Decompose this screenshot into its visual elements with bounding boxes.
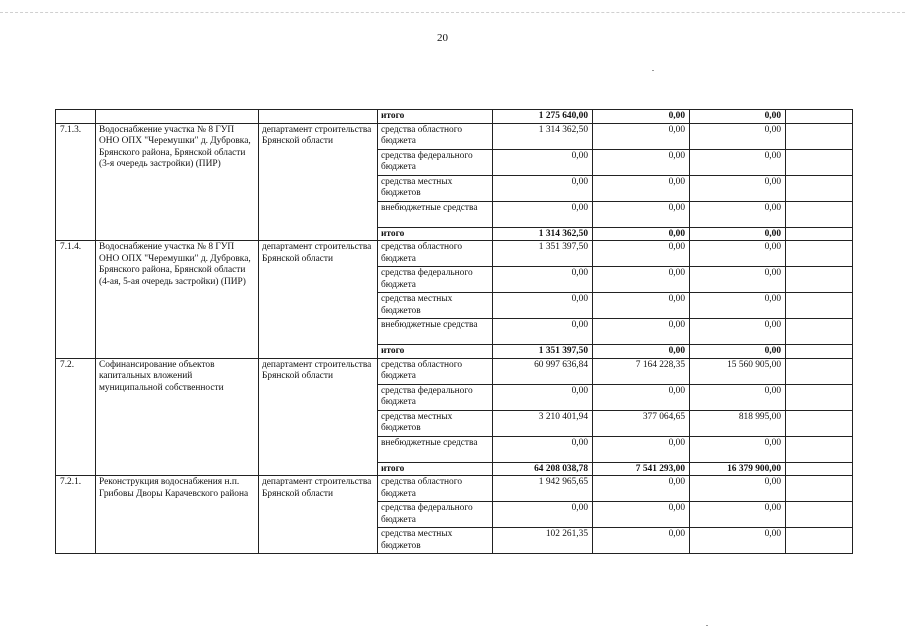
value-cell: 0,00	[690, 384, 786, 410]
source-cell: средства местных бюджетов	[378, 293, 493, 319]
value-cell: 0,00	[593, 436, 690, 462]
source-cell: средства областного бюджета	[378, 241, 493, 267]
value-cell: 1 942 965,65	[493, 476, 593, 502]
executor-cell: департамент строительства Брянской области	[259, 476, 378, 554]
source-cell: внебюджетные средства	[378, 319, 493, 345]
value-cell: 0,00	[690, 175, 786, 201]
table-row	[56, 476, 853, 502]
value-cell: 0,00	[690, 123, 786, 149]
value-cell: 0,00	[493, 149, 593, 175]
value-cell: 0,00	[593, 123, 690, 149]
name-cell	[96, 110, 259, 124]
source-cell: внебюджетные средства	[378, 201, 493, 227]
empty-cell	[786, 227, 853, 241]
table-body	[56, 110, 853, 554]
value-cell: 1 351 397,50	[493, 241, 593, 267]
source-cell: средства местных бюджетов	[378, 410, 493, 436]
executor-cell: департамент строительства Брянской области	[259, 241, 378, 359]
value-cell: 0,00	[493, 319, 593, 345]
name-cell: Реконструкция водоснабжения н.п. Грибовы Дворы Карачевского района	[96, 476, 259, 554]
source-cell: средства федерального бюджета	[378, 149, 493, 175]
value-cell: 0,00	[493, 384, 593, 410]
value-cell: 0,00	[493, 175, 593, 201]
value-cell: 0,00	[493, 502, 593, 528]
value-cell: 0,00	[690, 345, 786, 359]
name-cell: Водоснабжение участка № 8 ГУП ОНО ОПХ "Черемушки" д. Дубровка, Брянского района, Брянской области (4-ая, 5-ая очередь застройки) (ПИР)	[96, 241, 259, 359]
table-row	[56, 241, 853, 267]
value-cell: 0,00	[593, 384, 690, 410]
code-cell	[56, 110, 96, 124]
empty-cell	[786, 201, 853, 227]
source-cell: итого	[378, 110, 493, 124]
value-cell: 102 261,35	[493, 528, 593, 554]
source-cell: средства федерального бюджета	[378, 384, 493, 410]
source-cell: средства федерального бюджета	[378, 267, 493, 293]
empty-cell	[786, 149, 853, 175]
value-cell: 0,00	[493, 267, 593, 293]
value-cell: 0,00	[593, 201, 690, 227]
value-cell: 0,00	[690, 476, 786, 502]
value-cell: 0,00	[690, 110, 786, 124]
value-cell: 7 164 228,35	[593, 358, 690, 384]
source-cell: итого	[378, 345, 493, 359]
value-cell: 0,00	[593, 345, 690, 359]
scan-speck	[706, 625, 708, 626]
value-cell: 0,00	[593, 293, 690, 319]
empty-cell	[786, 110, 853, 124]
value-cell: 64 208 038,78	[493, 462, 593, 476]
value-cell: 0,00	[593, 476, 690, 502]
source-cell: средства местных бюджетов	[378, 528, 493, 554]
empty-cell	[786, 410, 853, 436]
source-cell: внебюджетные средства	[378, 436, 493, 462]
empty-cell	[786, 175, 853, 201]
value-cell: 0,00	[493, 436, 593, 462]
value-cell: 0,00	[493, 201, 593, 227]
source-cell: средства областного бюджета	[378, 358, 493, 384]
value-cell: 0,00	[690, 149, 786, 175]
value-cell: 0,00	[593, 528, 690, 554]
source-cell: средства местных бюджетов	[378, 175, 493, 201]
value-cell: 0,00	[593, 319, 690, 345]
value-cell: 7 541 293,00	[593, 462, 690, 476]
value-cell: 0,00	[690, 227, 786, 241]
executor-cell: департамент строительства Брянской области	[259, 358, 378, 476]
value-cell: 1 275 640,00	[493, 110, 593, 124]
value-cell: 0,00	[690, 319, 786, 345]
code-cell: 7.1.4.	[56, 241, 96, 359]
source-cell: средства федерального бюджета	[378, 502, 493, 528]
table-row	[56, 358, 853, 384]
value-cell: 0,00	[593, 241, 690, 267]
value-cell: 0,00	[493, 293, 593, 319]
value-cell: 0,00	[690, 241, 786, 267]
name-cell: Софинансирование объектов капитальных вложений муниципальной собственности	[96, 358, 259, 476]
empty-cell	[786, 345, 853, 359]
value-cell: 3 210 401,94	[493, 410, 593, 436]
value-cell: 0,00	[690, 293, 786, 319]
executor-cell: департамент строительства Брянской области	[259, 123, 378, 241]
source-cell: итого	[378, 462, 493, 476]
value-cell: 0,00	[690, 502, 786, 528]
value-cell: 15 560 905,00	[690, 358, 786, 384]
empty-cell	[786, 462, 853, 476]
scan-speck	[652, 70, 654, 71]
table-row	[56, 123, 853, 149]
source-cell: средства областного бюджета	[378, 476, 493, 502]
value-cell: 16 379 900,00	[690, 462, 786, 476]
budget-table	[55, 109, 853, 554]
scan-edge-artifact	[0, 12, 905, 19]
value-cell: 0,00	[690, 528, 786, 554]
empty-cell	[786, 502, 853, 528]
empty-cell	[786, 358, 853, 384]
value-cell: 0,00	[593, 267, 690, 293]
value-cell: 377 064,65	[593, 410, 690, 436]
value-cell: 0,00	[593, 110, 690, 124]
empty-cell	[786, 528, 853, 554]
value-cell: 1 314 362,50	[493, 227, 593, 241]
empty-cell	[786, 319, 853, 345]
source-cell: средства областного бюджета	[378, 123, 493, 149]
empty-cell	[786, 384, 853, 410]
empty-cell	[786, 123, 853, 149]
code-cell: 7.1.3.	[56, 123, 96, 241]
table-row-total	[56, 110, 853, 124]
code-cell: 7.2.	[56, 358, 96, 476]
empty-cell	[786, 436, 853, 462]
empty-cell	[786, 293, 853, 319]
name-cell: Водоснабжение участка № 8 ГУП ОНО ОПХ "Черемушки" д. Дубровка, Брянского района, Брянской области (3-я очередь застройки) (ПИР)	[96, 123, 259, 241]
empty-cell	[786, 267, 853, 293]
code-cell: 7.2.1.	[56, 476, 96, 554]
value-cell: 0,00	[593, 227, 690, 241]
empty-cell	[786, 241, 853, 267]
value-cell: 818 995,00	[690, 410, 786, 436]
value-cell: 1 314 362,50	[493, 123, 593, 149]
empty-cell	[786, 476, 853, 502]
value-cell: 1 351 397,50	[493, 345, 593, 359]
value-cell: 0,00	[690, 267, 786, 293]
page-number: 20	[437, 32, 448, 44]
executor-cell	[259, 110, 378, 124]
source-cell: итого	[378, 227, 493, 241]
value-cell: 0,00	[593, 502, 690, 528]
value-cell: 0,00	[593, 175, 690, 201]
value-cell: 0,00	[690, 201, 786, 227]
value-cell: 60 997 636,84	[493, 358, 593, 384]
value-cell: 0,00	[593, 149, 690, 175]
value-cell: 0,00	[690, 436, 786, 462]
